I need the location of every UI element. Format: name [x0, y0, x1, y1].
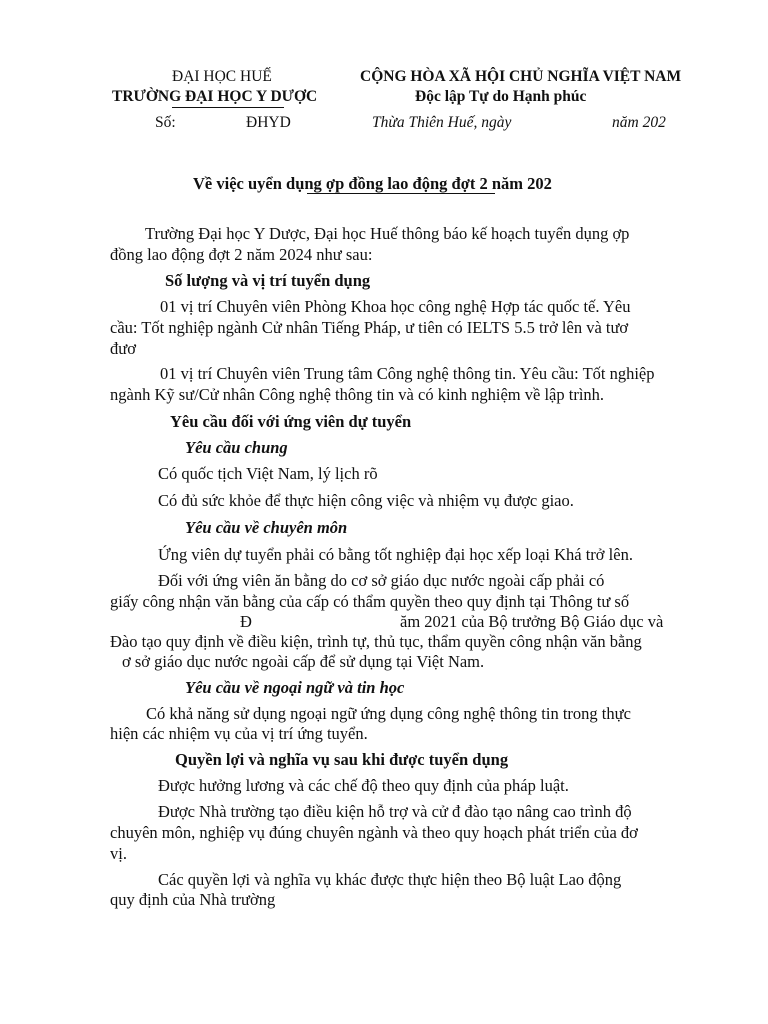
professional-requirement-2-line-5: ơ sở giáo dục nước ngoài cấp để sử dụng tại Việt Nam. [122, 652, 485, 671]
language-it-line-1: Có khả năng sử dụng ngoại ngữ ứng dụng công nghệ thông tin trong thực [146, 704, 631, 723]
section-2-subheading-general: Yêu cầu chung [185, 438, 288, 457]
university-name: ĐẠI HỌC HUẾ [172, 68, 272, 85]
benefit-2-line-2: chuyên môn, nghiệp vụ đúng chuyên ngành và theo quy hoạch phát triển của đơ [110, 823, 638, 842]
document-number-label: Số: [155, 114, 176, 131]
benefit-2-line-3: vị. [110, 844, 127, 863]
national-motto: Độc lập Tự do Hạnh phúc [415, 88, 587, 105]
professional-requirement-2-line-3a: Đ [240, 612, 252, 631]
intro-line-1: Trường Đại học Y Dược, Đại học Huế thông báo kế hoạch tuyển dụng ợp [145, 224, 630, 243]
section-1-heading: Số lượng và vị trí tuyển dụng [165, 271, 371, 290]
professional-requirement-2-line-3b: ăm 2021 của Bộ trưởng Bộ Giáo dục và [400, 612, 664, 631]
professional-requirement-2-line-2: giấy công nhận văn bằng của cấp có thẩm quyền theo quy định tại Thông tư số [110, 592, 630, 611]
school-name-underline [172, 107, 284, 108]
benefit-3-line-2: quy định của Nhà trường [110, 890, 276, 909]
professional-requirement-2-line-4: Đào tạo quy định về điều kiện, trình tự, thủ tục, thẩm quyền công nhận văn bằng [110, 632, 642, 651]
document-number-code: ĐHYD [246, 114, 291, 131]
benefit-3-line-1: Các quyền lợi và nghĩa vụ khác được thực hiện theo Bộ luật Lao động [158, 870, 622, 889]
professional-requirement-2-line-1: Đối với ứng viên ăn bằng do cơ sở giáo dục nước ngoài cấp phải có [158, 571, 605, 590]
benefit-2-line-1: Được Nhà trường tạo điều kiện hỗ trợ và cử đ đào tạo nâng cao trình độ [158, 802, 632, 821]
section-1-para-1-line-3: đươ [110, 339, 136, 358]
professional-requirement-1: Ứng viên dự tuyển phải có bằng tốt nghiệp đại học xếp loại Khá trở lên. [158, 545, 633, 564]
date-year: năm 202 [612, 114, 666, 131]
section-1-para-2-line-2: ngành Kỹ sư/Cử nhân Công nghệ thông tin và có kinh nghiệm về lập trình. [110, 385, 605, 404]
document-title: Về việc uyển dụng ợp đồng lao động đợt 2 năm 202 [193, 174, 552, 193]
section-1-para-1-line-1: 01 vị trí Chuyên viên Phòng Khoa học công nghệ Hợp tác quốc tế. Yêu [160, 297, 631, 316]
date-place: Thừa Thiên Huế, ngày [372, 114, 512, 131]
intro-line-2: đồng lao động đợt 2 năm 2024 như sau: [110, 245, 373, 264]
section-2-subheading-language-it: Yêu cầu về ngoại ngữ và tin học [185, 678, 405, 697]
benefit-1: Được hưởng lương và các chế độ theo quy định của pháp luật. [158, 776, 569, 795]
section-2-heading: Yêu cầu đối với ứng viên dự tuyển [170, 412, 412, 431]
section-1-para-1-line-2: cầu: Tốt nghiệp ngành Cử nhân Tiếng Pháp, ư tiên có IELTS 5.5 trở lên và tươ [110, 318, 629, 337]
title-underline [307, 193, 495, 194]
national-title: CỘNG HÒA XÃ HỘI CHỦ NGHĨA VIỆT NAM [360, 68, 682, 85]
section-3-heading: Quyền lợi và nghĩa vụ sau khi được tuyển dụng [175, 750, 509, 769]
language-it-line-2: hiện các nhiệm vụ của vị trí ứng tuyển. [110, 724, 368, 743]
school-name: TRƯỜNG ĐẠI HỌC Y DƯỢC [112, 88, 318, 105]
section-1-para-2-line-1: 01 vị trí Chuyên viên Trung tâm Công nghệ thông tin. Yêu cầu: Tốt nghiệp [160, 364, 655, 383]
section-2-subheading-professional: Yêu cầu về chuyên môn [185, 518, 348, 537]
general-requirement-2: Có đủ sức khỏe để thực hiện công việc và nhiệm vụ được giao. [158, 491, 574, 510]
general-requirement-1: Có quốc tịch Việt Nam, lý lịch rõ [158, 464, 378, 483]
